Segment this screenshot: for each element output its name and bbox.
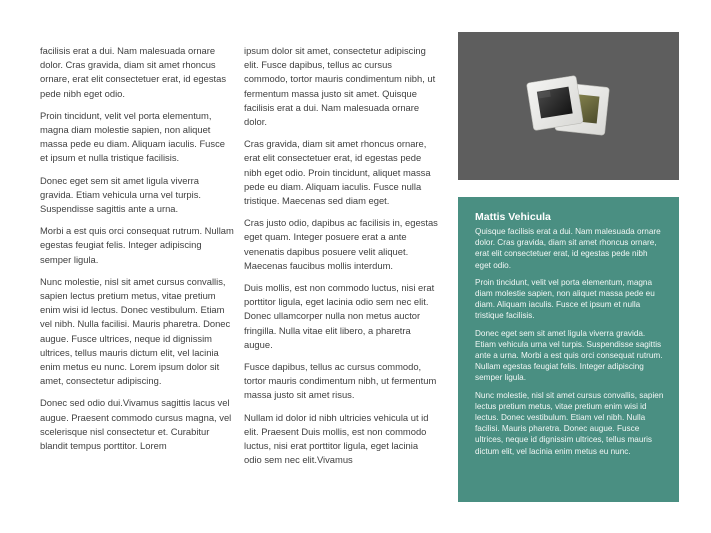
sidebar-paragraph: Nunc molestie, nisl sit amet cursus convallis, sapien lectus pretium metus, vitae pretium enim wisi id lectus. Donec vestibulum. Etiam vel nibh. Nulla facilisi. Mauris pharetra. Donec augue. Fusce ultrices, neque id dignissim ultrices, tellus mauris dictum elit, vel lacinia enim metus eu nunc.	[475, 390, 664, 456]
sidebar-paragraph: Donec eget sem sit amet ligula viverra gravida. Etiam vehicula urna vel turpis. Suspendisse sagittis ante a urna. Morbi a est quis orci consequat rutrum. Nullam egestas feugiat felis. Integer adipiscing semper ligula.	[475, 328, 663, 383]
photo-placeholder	[458, 32, 679, 180]
text-column-left	[40, 44, 234, 461]
text-column-middle	[244, 44, 438, 475]
column-1-paragraph: Donec sed odio dui.Vivamus sagittis lacus vel augue. Praesent commodo cursus magna, vel scelerisque nisl consectetur et. Curabitur blandit tempus porttitor. Lorem	[40, 397, 232, 452]
sidebar-panel	[458, 197, 679, 502]
column-2-paragraph: ipsum dolor sit amet, consectetur adipiscing elit. Fusce dapibus, tellus ac cursus commodo, tortor mauris condimentum nibh, ut fermentum massa justo sit amet. Quisque facilisis erat a dui. Nam malesuada ornare dolor.	[244, 45, 436, 128]
column-2-paragraph: Cras justo odio, dapibus ac facilisis in, egestas eget quam. Integer posuere erat a ante venenatis dapibus posuere velit aliquet. Maecenas faucibus mollis interdum.	[244, 217, 438, 271]
column-2-paragraph: Cras gravida, diam sit amet rhoncus ornare, erat elit consectetuer erat, id egestas pede nibh eget odio. Proin tincidunt, aliquet massa pede eu diam. Aliquam iaculis. Fusce nulla tristique. Maecenas sed diam eget.	[244, 138, 431, 207]
front-slide	[526, 75, 583, 130]
column-2-paragraph: Duis mollis, est non commodo luctus, nisi erat porttitor ligula, eget lacinia odio sem nec elit. Donec ullamcorper nulla non metus auctor fringilla. Nulla vitae elit libero, a pharetra augue.	[244, 282, 435, 350]
column-1-paragraph: Proin tincidunt, velit vel porta elementum, magna diam molestie sapien, non aliquet massa pede eu diam. Aliquam iaculis. Fusce et ipsum et nulla tristique facilisis.	[40, 109, 225, 164]
column-1-paragraph: Donec eget sem sit amet ligula viverra gravida. Etiam vehicula urna vel turpis. Suspendisse sagittis ante a urna.	[40, 174, 202, 215]
sidebar-paragraph: Quisque facilisis erat a dui. Nam malesuada ornare dolor. Cras gravida, diam sit amet rhoncus ornare, erat elit consectetuer erat, id egestas pede nibh eget odio.	[475, 227, 661, 270]
sidebar-paragraph: Proin tincidunt, velit vel porta elementum, magna diam molestie sapien, non aliquet massa pede eu diam. Aliquam iaculis. Fusce et ipsum et nulla tristique facilisis.	[475, 277, 655, 321]
column-1-paragraph: facilisis erat a dui. Nam malesuada ornare dolor. Cras gravida, diam sit amet rhoncus ornare, erat elit consectetuer erat, id egestas pede nibh eget odio.	[40, 45, 227, 99]
column-1-paragraph: Nunc molestie, nisl sit amet cursus convallis, sapien lectus pretium metus, vitae pretium enim wisi id lectus. Donec vestibulum. Etiam vel nibh. Nulla facilisi. Mauris pharetra. Donec augue. Fusce ultrices, neque id dignissim ultrices, tellus mauris dictum elit, vel lacinia enim metus eu nunc. Lorem ipsum dolor sit amet, consectetur adipiscing.	[40, 275, 231, 387]
column-2-paragraph: Nullam id dolor id nibh ultricies vehicula ut id elit. Praesent Duis mollis, est non commodo luctus, nisi erat porttitor ligula, eget lacinia odio sem nec elit.Vivamus	[244, 411, 429, 466]
sidebar-title: Mattis Vehicula	[475, 211, 551, 223]
column-1-paragraph: Morbi a est quis orci consequat rutrum. Nullam egestas feugiat felis. Integer adipiscing semper ligula.	[40, 225, 234, 265]
column-2-paragraph: Fusce dapibus, tellus ac cursus commodo, tortor mauris condimentum nibh, ut fermentum massa justo sit amet risus.	[244, 361, 437, 401]
photo-slides-icon	[458, 32, 679, 180]
